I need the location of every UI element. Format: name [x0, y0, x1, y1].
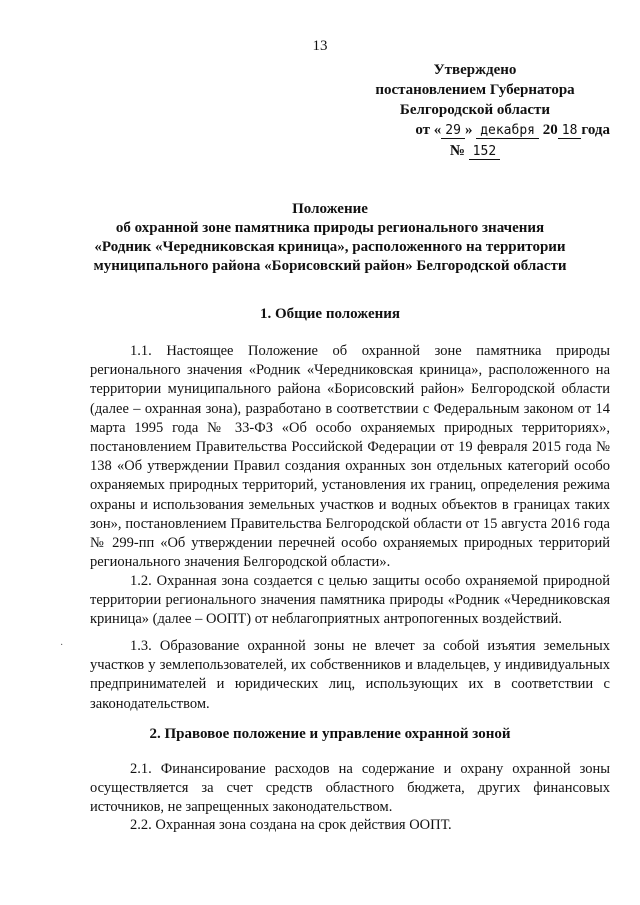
title-line-2: об охранной зоне памятника природы регионального значения [115, 220, 545, 236]
paragraph-2-1: 2.1. Финансирование расходов на содержание и охрану охранной зоны осуществляется за счет средств областного бюджета, других финансовых источников, не запрещенных законодательством. [90, 761, 610, 816]
paragraph-1-3: 1.3. Образование охранной зоны не влечет за собой изъятия земельных участков у землепользователей, их собственников и владельцев, у индивидуальных предпринимателей и юридических лиц, использующих их в соответствии с законодательством. [90, 638, 610, 712]
date-prefix: от « [415, 122, 442, 138]
document-title [60, 200, 600, 276]
date-year-word: года [581, 122, 610, 138]
approval-date [340, 120, 610, 141]
title-line-1: Положение [292, 201, 368, 217]
title-line-3: «Родник «Чередниковская криница», расположенного на территории [94, 239, 566, 255]
date-day: 29 [441, 123, 465, 139]
number-value: 152 [469, 144, 500, 160]
date-year-prefix: 20 [542, 122, 558, 138]
paragraph-1-2: 1.2. Охранная зона создается с целью защиты особо охраняемой природной территории регионального значения памятника природы «Родник «Чередниковская криница» (далее – ООПТ) от неблагоприятных антропогенных воздействий. [90, 573, 610, 628]
section-1-heading: 1. Общие положения [259, 306, 401, 322]
approval-number [340, 141, 610, 162]
paragraph-2-2: 2.2. Охранная зона создана на срок действия ООПТ. [130, 817, 452, 833]
section-2-heading: 2. Правовое положение и управление охранной зоной [149, 726, 511, 742]
paragraph-1-1: 1.1. Настоящее Положение об охранной зоне памятника природы регионального значения «Родник «Чередниковская криница», расположенного на территории муниципального района «Борисовский район» Белгородской области (далее – охранная зона), разработано в соответствии с Федеральным законом от 14 марта 1995 года № 33-ФЗ «Об особо охраняемых природных территориях», постановлением Правительства Российской Федерации от 19 февраля 2015 года № 138 «Об утверждении Правил создания охранных зон отдельных категорий особо охраняемых природных территорий, установления их границ, определения режима охраны и использования земельных участков и водных объектов в границах таких зон», постановлением Правительства Белгородской области от 15 августа 2016 года № 299-пп «Об утверждении перечней особо охраняемых природных территорий регионального значения Белгородской области». [90, 343, 610, 571]
title-line-4: муниципального района «Борисовский район» Белгородской области [93, 258, 567, 274]
approval-stamp [340, 60, 610, 162]
date-mid: » [464, 122, 473, 138]
scan-mark: · [60, 640, 64, 651]
date-month: декабря [476, 123, 539, 139]
approval-line-1: Утверждено [433, 62, 517, 78]
date-year-suffix: 18 [558, 123, 582, 139]
number-prefix: № [449, 143, 465, 159]
page-number: 13 [312, 38, 328, 54]
approval-line-3: Белгородской области [399, 102, 551, 118]
approval-line-2: постановлением Губернатора [375, 82, 575, 98]
